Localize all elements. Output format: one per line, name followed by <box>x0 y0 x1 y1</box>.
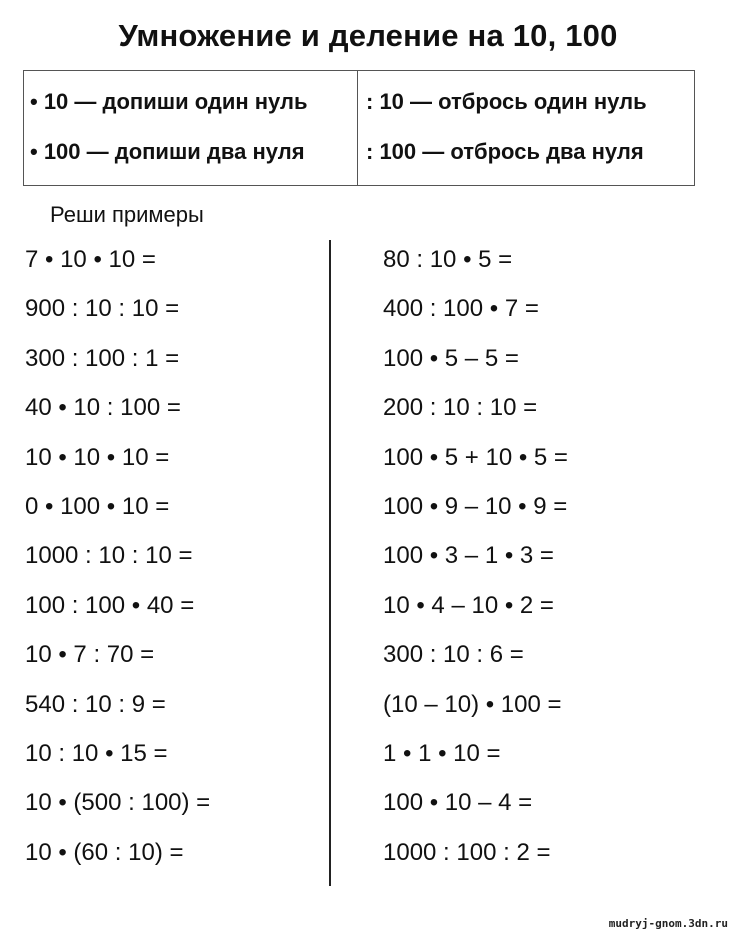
example-item: 100 • 5 – 5 = <box>383 344 519 372</box>
site-watermark: mudryj-gnom.3dn.ru <box>608 917 728 930</box>
example-item: 300 : 100 : 1 = <box>25 344 180 372</box>
example-item: 10 • (500 : 100) = <box>25 789 211 817</box>
left-column-examples <box>25 246 210 888</box>
example-item: 100 • 9 – 10 • 9 = <box>383 492 568 520</box>
example-item: 80 : 10 • 5 = <box>383 246 513 273</box>
example-item: 10 • (60 : 10) = <box>25 838 184 866</box>
example-item: 100 • 10 – 4 = <box>383 789 533 817</box>
rule-multiply-100: • 100 — допиши два нуля <box>30 139 305 164</box>
example-item: 10 : 10 • 15 = <box>25 739 168 767</box>
rules-box <box>23 70 695 186</box>
example-item: 40 • 10 : 100 = <box>25 394 181 422</box>
example-item: 200 : 10 : 10 = <box>383 394 538 422</box>
example-item: 400 : 100 • 7 = <box>383 295 539 323</box>
rule-divide-10: : 10 — отбрось один нуль <box>366 89 647 114</box>
example-item: 1 • 1 • 10 = <box>383 739 501 767</box>
example-item: 10 • 10 • 10 = <box>25 443 170 471</box>
example-item: 10 • 7 : 70 = <box>25 641 155 669</box>
example-item: 1000 : 10 : 10 = <box>25 542 193 570</box>
rule-divide-100: : 100 — отбрось два нуля <box>366 139 644 164</box>
example-item: 10 • 4 – 10 • 2 = <box>383 591 554 619</box>
example-item: 0 • 100 • 10 = <box>25 492 170 520</box>
rules-divider <box>357 71 358 185</box>
example-item: (10 – 10) • 100 = <box>383 690 562 718</box>
rule-multiply-10: • 10 — допиши один нуль <box>30 89 308 114</box>
example-item: 100 • 3 – 1 • 3 = <box>383 542 554 570</box>
exercise-heading: Реши примеры <box>50 202 204 227</box>
column-divider <box>329 240 331 886</box>
example-item: 100 : 100 • 40 = <box>25 591 195 619</box>
example-item: 540 : 10 : 9 = <box>25 690 166 718</box>
example-item: 100 • 5 + 10 • 5 = <box>383 443 568 471</box>
right-column-examples <box>383 246 568 888</box>
example-item: 900 : 10 : 10 = <box>25 295 180 323</box>
example-item: 7 • 10 • 10 = <box>25 246 156 273</box>
example-item: 1000 : 100 : 2 = <box>383 838 551 866</box>
example-item: 300 : 10 : 6 = <box>383 641 524 669</box>
page-title: Умножение и деление на 10, 100 <box>118 18 618 53</box>
